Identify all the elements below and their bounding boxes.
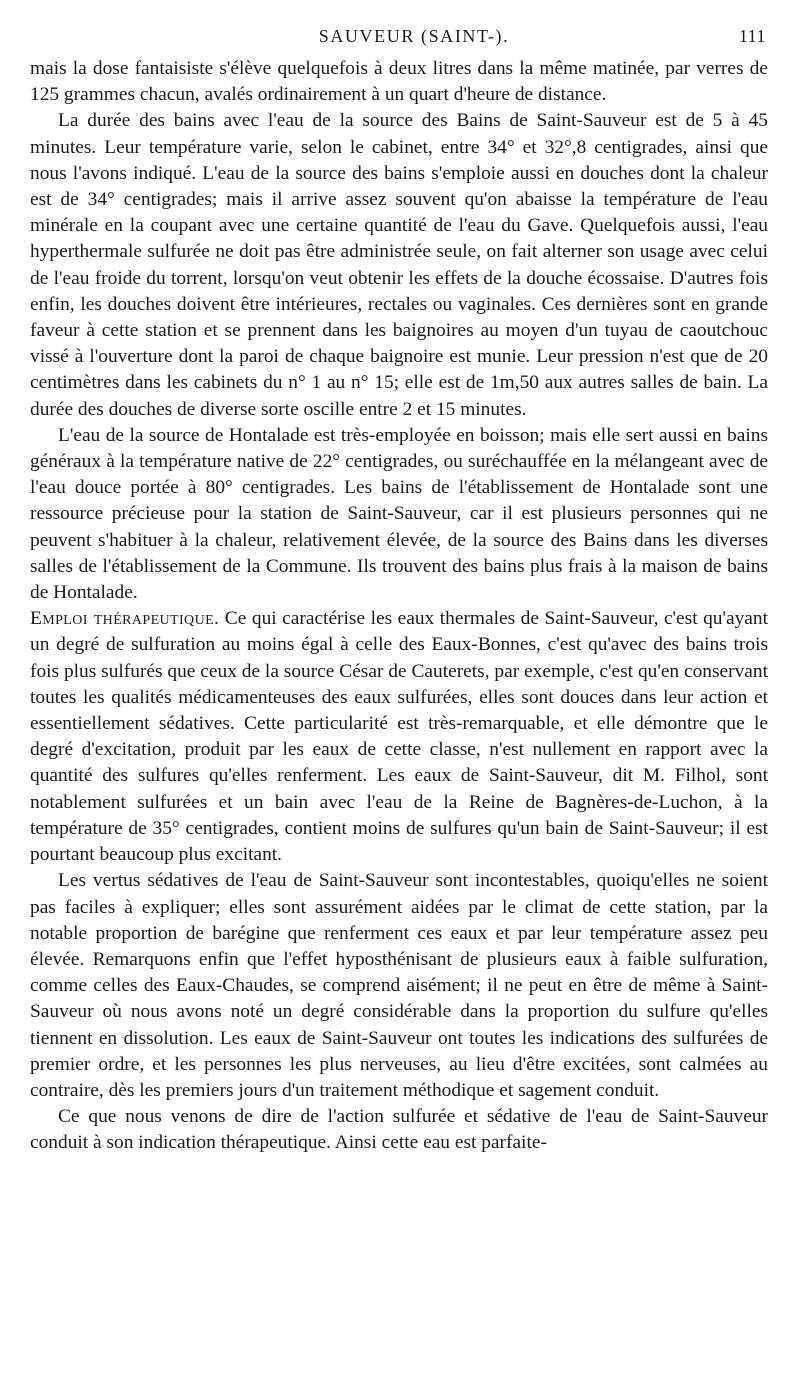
paragraph-text: mais la dose fantaisiste s'élève quelquefois à deux litres dans la même matinée, par verres de 125 grammes chacun, avalés ordinairement à un quart d'heure de distance.	[30, 58, 768, 106]
running-header	[30, 26, 768, 56]
paragraph-indication	[30, 1104, 768, 1156]
paragraph-text: Ce que nous venons de dire de l'action sulfurée et sédative de l'eau de Saint-Sauveur conduit à son indication thérapeutique. Ainsi cette eau est parfaite-	[30, 1106, 768, 1154]
paragraph-text: Les vertus sédatives de l'eau de Saint-Sauveur sont incontestables, quoiqu'elles ne soient pas faciles à expliquer; elles sont assurément aidées par le climat de cette station, par la notable proportion de barégine que renferment ces eaux et par leur température assez peu élevée. Remarquons enfin que l'effet hyposthénisant de plusieurs eaux à faible sulfuration, comme celles des Eaux-Chaudes, se comprend aisément; il ne peut en être de même à Saint-Sauveur où nous avons noté un degré considérable dans la proportion du sulfure qu'elles tiennent en dissolution. Les eaux de Saint-Sauveur ont toutes les indications des sulfurées de premier ordre, et les personnes les plus nerveuses, au lieu d'être excitées, sont calmées au contraire, dès les premiers jours d'un traitement méthodique et sagement conduit.	[30, 870, 768, 1101]
paragraph-sedative-virtues	[30, 868, 768, 1104]
paragraph-text: L'eau de la source de Hontalade est très-employée en boisson; mais elle sert aussi en bains généraux à la température native de 22° centigrades, ou suréchauffée en la mélangeant avec de l'eau douce portée à 80° centigrades. Les bains de l'établissement de Hontalade sont une ressource précieuse pour la station de Saint-Sauveur, car il est plusieurs personnes qui ne peuvent s'habituer à la chaleur, relativement élevée, de la source des Bains dans les diverses salles de l'établissement de la Commune. Ils trouvent des bains plus frais à la maison de bains de Hontalade.	[30, 424, 768, 604]
document-page	[30, 26, 768, 1157]
paragraph-hontalade	[30, 423, 768, 606]
paragraph-text: Ce qui caractérise les eaux thermales de Saint-Sauveur, c'est qu'ayant un degré de sulfuration au moins égal à celle des Eaux-Bonnes, c'est qu'avec des bains trois fois plus sulfurés que ceux de la source César de Cauterets, par exemple, c'est qu'en conservant toutes les qualités médicamenteuses des eaux sulfurées, elles sont douces dans leur action et essentiellement sédatives. Cette particularité est très-remarquable, et elle démontre que le degré d'excitation, produit par les eaux de cette classe, n'est nullement en rapport avec la quantité des sulfures qu'elles renferment. Les eaux de Saint-Sauveur, dit M. Filhol, sont notablement sulfurées et un bain avec l'eau de la Reine de Bagnères-de-Luchon, à la température de 35° centigrades, contient moins de sulfures qu'un bain de Saint-Sauveur; il est pourtant beaucoup plus excitant.	[30, 608, 768, 866]
paragraph-therapeutic-use	[30, 606, 768, 868]
body-text	[30, 56, 768, 1157]
paragraph-text: La durée des bains avec l'eau de la source des Bains de Saint-Sauveur est de 5 à 45 minutes. Leur température varie, selon le cabinet, entre 34° et 32°,8 centigrades, ainsi que nous l'avons indiqué. L'eau de la source des bains s'emploie aussi en douches dont la chaleur est de 34° centigrades; mais il arrive assez souvent qu'on abaisse la température de l'eau minérale en la coupant avec une certaine quantité de l'eau du Gave. Quelquefois aussi, l'eau hyperthermale sulfurée ne doit pas être administrée seule, on fait alterner son usage avec celui de l'eau froide du torrent, lorsqu'on veut obtenir les effets de la douche écossaise. D'autres fois enfin, les douches doivent être intérieures, rectales ou vaginales. Ces dernières sont en grande faveur à cette station et se prennent dans les baignoires au moyen d'un tuyau de caoutchouc vissé à l'ouverture dont la paroi de chaque baignoire est munie. Leur pression n'est que de 20 centimètres dans les cabinets du n° 1 au n° 15; elle est de 1m,50 aux autres salles de bain. La durée des douches de diverse sorte oscille entre 2 et 15 minutes.	[30, 110, 768, 420]
paragraph-continuation	[30, 56, 768, 108]
paragraph-bath-duration	[30, 108, 768, 422]
running-title: SAUVEUR (SAINT-).	[318, 26, 510, 46]
section-heading: Emploi thérapeutique.	[30, 608, 220, 630]
page-number: 111	[738, 26, 766, 46]
